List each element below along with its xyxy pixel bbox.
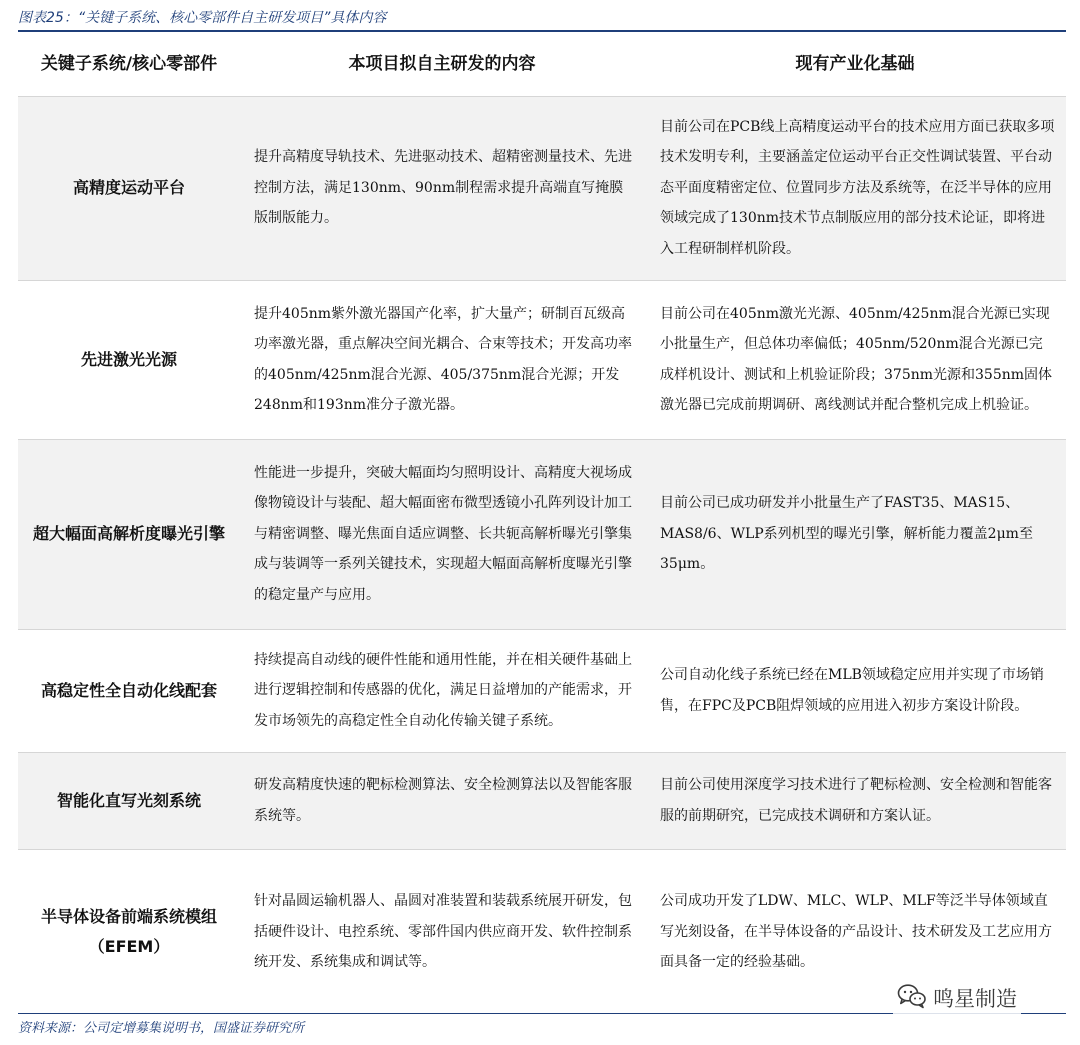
wechat-logo-icon <box>897 983 927 1014</box>
watermark-text: 鸣星制造 <box>933 987 1017 1011</box>
row-rd-content: 性能进一步提升，突破大幅面均匀照明设计、高精度大视场成像物镜设计与装配、超大幅面密布微型透镜小孔阵列设计加工与精密调整、曝光焦面自适应调整、长共轭高解析曝光引擎集成与装调等一系列关键技术，实现超大幅面高解析度曝光引擎的稳定量产与应用。 <box>240 439 644 629</box>
table-row <box>18 280 1066 439</box>
source-note: 资料来源：公司定增募集说明书，国盛证券研究所 <box>18 1021 305 1036</box>
row-industrial-basis: 目前公司已成功研发并小批量生产了FAST35、MAS15、MAS8/6、WLP系列机型的曝光引擎，解析能力覆盖2μm至35μm。 <box>644 439 1066 629</box>
watermark <box>893 982 1021 1014</box>
header-industrial-basis: 现有产业化基础 <box>644 32 1066 96</box>
row-rd-content: 持续提高自动线的硬件性能和通用性能，并在相关硬件基础上进行逻辑控制和传感器的优化，满足日益增加的产能需求，开发市场领先的高稳定性全自动化传输关键子系统。 <box>240 629 644 752</box>
project-table <box>18 32 1066 1014</box>
header-rd-content: 本项目拟自主研发的内容 <box>240 32 644 96</box>
table-row <box>18 752 1066 849</box>
row-subsystem-name: 超大幅面高解析度曝光引擎 <box>18 439 240 629</box>
row-industrial-basis: 公司自动化线子系统已经在MLB领域稳定应用并实现了市场销售，在FPC及PCB阻焊领域的应用进入初步方案设计阶段。 <box>644 629 1066 752</box>
table-header-row <box>18 32 1066 96</box>
table-row <box>18 96 1066 280</box>
table-row <box>18 629 1066 752</box>
row-industrial-basis: 目前公司在405nm激光光源、405nm/425nm混合光源已实现小批量生产，但总体功率偏低；405nm/520nm混合光源已完成样机设计、测试和上机验证阶段；375nm光源和355nm固体激光器已完成前期调研、离线测试并配合整机完成上机验证。 <box>644 280 1066 439</box>
row-industrial-basis: 目前公司在PCB线上高精度运动平台的技术应用方面已获取多项技术发明专利，主要涵盖定位运动平台正交性调试装置、平台动态平面度精密定位、位置同步方法及系统等，在泛半导体的应用领域完成了130nm技术节点制版应用的部分技术论证，即将进入工程研制样机阶段。 <box>644 96 1066 280</box>
row-rd-content: 研发高精度快速的靶标检测算法、安全检测算法以及智能客服系统等。 <box>240 752 644 849</box>
row-subsystem-name: 先进激光光源 <box>18 280 240 439</box>
row-subsystem-name: 高稳定性全自动化线配套 <box>18 629 240 752</box>
row-industrial-basis: 公司成功开发了LDW、MLC、WLP、MLF等泛半导体领域直写光刻设备，在半导体设备的产品设计、技术研发及工艺应用方面具备一定的经验基础。 <box>644 849 1066 1014</box>
row-subsystem-name: 智能化直写光刻系统 <box>18 752 240 849</box>
row-rd-content: 提升高精度导轨技术、先进驱动技术、超精密测量技术、先进控制方法，满足130nm、90nm制程需求提升高端直写掩膜版制版能力。 <box>240 96 644 280</box>
row-rd-content: 针对晶圆运输机器人、晶圆对准装置和装载系统展开研发，包括硬件设计、电控系统、零部件国内供应商开发、软件控制系统开发、系统集成和调试等。 <box>240 849 644 1014</box>
row-subsystem-name: 半导体设备前端系统模组（EFEM） <box>18 849 240 1014</box>
figure-caption: 图表25：“关键子系统、核心零部件自主研发项目”具体内容 <box>18 10 387 26</box>
row-subsystem-name: 高精度运动平台 <box>18 96 240 280</box>
row-industrial-basis: 目前公司使用深度学习技术进行了靶标检测、安全检测和智能客服的前期研究，已完成技术调研和方案认证。 <box>644 752 1066 849</box>
header-subsystem: 关键子系统/核心零部件 <box>18 32 240 96</box>
table-row <box>18 439 1066 629</box>
row-rd-content: 提升405nm紫外激光器国产化率，扩大量产；研制百瓦级高功率激光器，重点解决空间光耦合、合束等技术；开发高功率的405nm/425nm混合光源、405/375nm混合光源；开发248nm和193nm准分子激光器。 <box>240 280 644 439</box>
